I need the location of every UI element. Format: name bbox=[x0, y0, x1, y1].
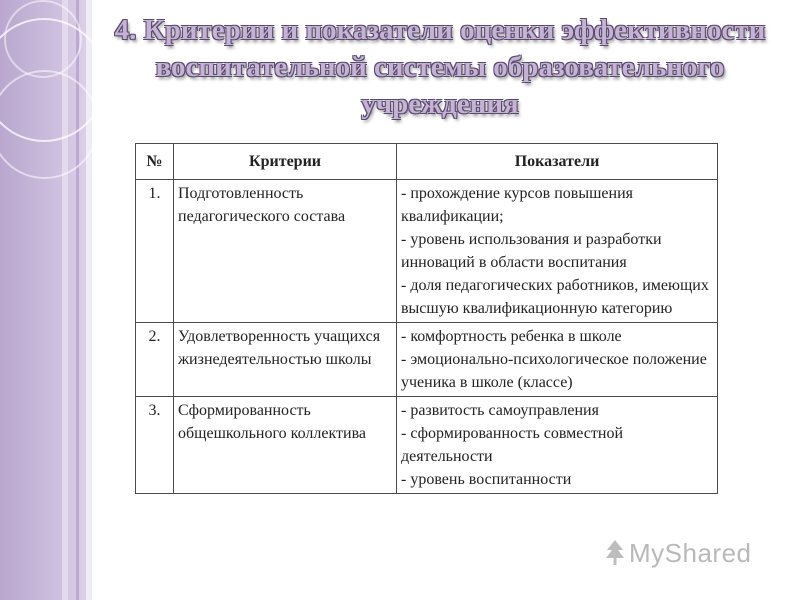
watermark-text: MyShared bbox=[629, 538, 752, 568]
row-number: 1. bbox=[136, 180, 174, 323]
table-row bbox=[136, 397, 718, 494]
indicator-item: - развитость самоуправления bbox=[401, 402, 599, 419]
indicator-item: - прохождение курсов повышения квалификации; bbox=[401, 185, 633, 225]
decorative-side-band bbox=[0, 0, 92, 600]
title-line: учреждения bbox=[361, 88, 519, 120]
title-line: воспитательной системы образовательного bbox=[155, 51, 725, 83]
indicator-item: - комфортность ребенка в школе bbox=[401, 328, 622, 345]
indicator-item: - уровень использования и разработки инноваций в области воспитания bbox=[401, 231, 662, 271]
table-row bbox=[136, 323, 718, 397]
table-row bbox=[136, 180, 718, 323]
indicator-item: - доля педагогических работников, имеющих высшую квалификационную категорию bbox=[401, 277, 709, 317]
row-indicators bbox=[397, 323, 718, 397]
decorative-ring bbox=[4, 0, 82, 78]
indicator-item: - сформированность совместной деятельности bbox=[401, 425, 624, 465]
decorative-ring bbox=[0, 70, 92, 179]
header-number: № bbox=[136, 144, 174, 180]
row-indicators bbox=[397, 397, 718, 494]
row-criterion: Сформированность общешкольного коллектива bbox=[174, 397, 397, 494]
header-criteria: Критерии bbox=[174, 144, 397, 180]
row-indicators bbox=[397, 180, 718, 323]
slide-title bbox=[95, 12, 785, 123]
table-header-row bbox=[136, 144, 718, 180]
row-criterion: Удовлетворенность учащихся жизнедеятельностью школы bbox=[174, 323, 397, 397]
header-indicators: Показатели bbox=[397, 144, 718, 180]
watermark bbox=[604, 538, 752, 569]
title-line: 4. Критерии и показатели оценки эффективности bbox=[114, 14, 766, 46]
row-criterion: Подготовленность педагогического состава bbox=[174, 180, 397, 323]
criteria-table bbox=[135, 143, 718, 494]
row-number: 3. bbox=[136, 397, 174, 494]
indicator-item: - эмоционально-психологическое положение ученика в школе (классе) bbox=[401, 351, 707, 391]
indicator-item: - уровень воспитанности bbox=[401, 471, 572, 488]
row-number: 2. bbox=[136, 323, 174, 397]
tree-logo-icon bbox=[604, 538, 626, 566]
